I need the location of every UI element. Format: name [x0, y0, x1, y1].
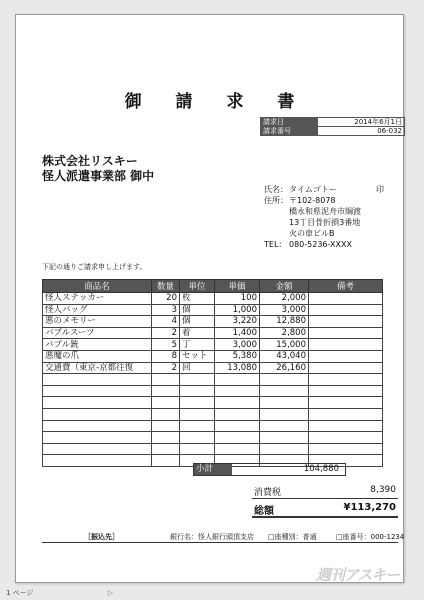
table-row — [43, 339, 383, 351]
item-qty — [152, 455, 180, 467]
item-qty — [152, 432, 180, 444]
item-unit — [180, 443, 215, 455]
table-row — [43, 397, 383, 409]
item-price — [215, 443, 260, 455]
bank-account-type: □座種別：普通 — [268, 533, 317, 541]
item-amount: 2,800 — [260, 327, 309, 339]
item-qty: 20 — [152, 293, 180, 305]
item-amount: 2,000 — [260, 293, 309, 305]
item-qty: 2 — [152, 327, 180, 339]
tax-row — [252, 485, 398, 499]
col-header-price: 単価 — [215, 280, 260, 293]
invoice-note: 下記の通りご請求申し上げます。 — [42, 263, 147, 271]
item-qty: 4 — [152, 316, 180, 328]
item-remarks — [309, 397, 383, 409]
item-remarks — [309, 339, 383, 351]
items-header-row — [43, 280, 383, 293]
item-qty — [152, 443, 180, 455]
item-unit: 丁 — [180, 339, 215, 351]
invoice-meta-table — [260, 117, 405, 136]
item-qty: 8 — [152, 350, 180, 362]
item-remarks — [309, 420, 383, 432]
item-name — [43, 374, 152, 386]
table-row — [43, 443, 383, 455]
meta-row-date — [261, 118, 405, 127]
col-header-amount: 金額 — [260, 280, 309, 293]
total-value: ¥113,270 — [343, 502, 396, 513]
issuer-address-line: 13丁目骨折損3番地 — [289, 218, 361, 227]
item-unit — [180, 432, 215, 444]
item-qty: 2 — [152, 362, 180, 374]
seal-mark: 印 — [376, 185, 384, 194]
item-remarks — [309, 304, 383, 316]
item-price — [215, 420, 260, 432]
issuer-name-label: 氏名： — [264, 185, 288, 194]
item-qty: 3 — [152, 304, 180, 316]
item-name — [43, 455, 152, 467]
meta-label: 請求日 — [261, 118, 318, 127]
item-name: バブル銃 — [43, 339, 152, 351]
item-price — [215, 374, 260, 386]
item-remarks — [309, 374, 383, 386]
page-indicator — [6, 588, 113, 598]
item-unit: セット — [180, 350, 215, 362]
item-name — [43, 420, 152, 432]
item-price: 3,220 — [215, 316, 260, 328]
table-row — [43, 293, 383, 305]
item-price — [215, 397, 260, 409]
issuer-address-line: 火の車ビルB — [289, 229, 335, 238]
item-qty — [152, 420, 180, 432]
issuer-address-label: 住所： — [264, 196, 288, 205]
item-amount: 43,040 — [260, 350, 309, 362]
meta-label: 請求番号 — [261, 127, 318, 136]
watermark-logo: 週刊アスキー — [316, 566, 400, 584]
issuer-name: タイムゴトー — [289, 185, 337, 194]
table-row — [43, 327, 383, 339]
col-header-qty: 数量 — [152, 280, 180, 293]
customer-dept: 怪人派遣事業部 御中 — [42, 169, 155, 183]
meta-row-number — [261, 127, 405, 136]
item-price — [215, 385, 260, 397]
bank-header: ［振込先］ — [84, 533, 119, 541]
item-qty — [152, 385, 180, 397]
col-header-item: 商品名 — [43, 280, 152, 293]
subtotal-label: 小計 — [194, 464, 232, 475]
item-amount — [260, 397, 309, 409]
issuer-tel-label: TEL： — [264, 240, 287, 249]
tax-value: 8,390 — [370, 485, 396, 495]
total-row — [252, 502, 398, 518]
item-price: 1,000 — [215, 304, 260, 316]
item-name — [43, 385, 152, 397]
table-row — [43, 420, 383, 432]
item-price: 3,000 — [215, 339, 260, 351]
item-amount: 26,160 — [260, 362, 309, 374]
item-name: 怪人バッグ — [43, 304, 152, 316]
item-remarks — [309, 408, 383, 420]
item-amount — [260, 443, 309, 455]
col-header-remarks: 備考 — [309, 280, 383, 293]
item-remarks — [309, 316, 383, 328]
subtotal-box — [193, 463, 346, 476]
table-row — [43, 350, 383, 362]
issuer-address-line: 橋永和県泥舟市綱渡 — [289, 207, 361, 216]
item-remarks — [309, 350, 383, 362]
item-amount — [260, 420, 309, 432]
item-price — [215, 408, 260, 420]
meta-value: 06-032 — [318, 127, 405, 136]
issuer-address-line: 〒102-8078 — [289, 196, 336, 205]
item-amount: 12,880 — [260, 316, 309, 328]
item-unit: 個 — [180, 304, 215, 316]
item-unit — [180, 408, 215, 420]
item-name: 怪人ステッカー — [43, 293, 152, 305]
invoice-title: 御 請 求 書 — [124, 92, 309, 112]
issuer-tel: 080-5236-XXXX — [289, 240, 352, 249]
col-header-unit: 単位 — [180, 280, 215, 293]
item-unit — [180, 397, 215, 409]
item-remarks — [309, 432, 383, 444]
item-amount: 3,000 — [260, 304, 309, 316]
next-page-icon[interactable]: ▷ — [107, 589, 114, 597]
total-label: 総額 — [254, 506, 274, 517]
item-name — [43, 432, 152, 444]
item-price — [215, 432, 260, 444]
subtotal-value: 104,880 — [303, 464, 339, 474]
item-price: 100 — [215, 293, 260, 305]
table-row — [43, 362, 383, 374]
meta-value: 2014年6月1日 — [318, 118, 405, 127]
item-remarks — [309, 443, 383, 455]
table-row — [43, 385, 383, 397]
item-remarks — [309, 293, 383, 305]
item-name — [43, 443, 152, 455]
item-name: バブルスーツ — [43, 327, 152, 339]
item-name: 悪のメモリー — [43, 316, 152, 328]
items-table — [42, 279, 383, 467]
item-unit: 着 — [180, 327, 215, 339]
item-unit — [180, 374, 215, 386]
table-row — [43, 316, 383, 328]
item-price: 1,400 — [215, 327, 260, 339]
item-amount: 15,000 — [260, 339, 309, 351]
table-row — [43, 432, 383, 444]
bank-account-no: □座番号：000-1234 — [336, 533, 405, 541]
item-name: 悪魔の爪 — [43, 350, 152, 362]
page-number: 1 ページ — [6, 589, 34, 597]
item-unit — [180, 385, 215, 397]
item-unit: 回 — [180, 362, 215, 374]
table-row — [43, 408, 383, 420]
item-remarks — [309, 327, 383, 339]
item-unit: 枚 — [180, 293, 215, 305]
item-remarks — [309, 385, 383, 397]
item-qty: 5 — [152, 339, 180, 351]
bank-name: 銀行名：怪人銀行頭頂支店 — [170, 533, 254, 541]
item-qty — [152, 408, 180, 420]
customer-company: 株式会社リスキー — [42, 154, 138, 168]
item-price: 5,380 — [215, 350, 260, 362]
item-name: 交通費（東京-京都往復 — [43, 362, 152, 374]
item-name — [43, 397, 152, 409]
item-price: 13,080 — [215, 362, 260, 374]
item-unit: 個 — [180, 316, 215, 328]
item-amount — [260, 385, 309, 397]
item-qty — [152, 397, 180, 409]
invoice-page — [15, 14, 404, 583]
item-unit — [180, 420, 215, 432]
item-amount — [260, 374, 309, 386]
item-qty — [152, 374, 180, 386]
table-row — [43, 374, 383, 386]
item-amount — [260, 432, 309, 444]
item-name — [43, 408, 152, 420]
tax-label: 消費税 — [254, 488, 282, 498]
item-remarks — [309, 362, 383, 374]
table-row — [43, 304, 383, 316]
items-body — [43, 293, 383, 467]
bank-divider — [42, 542, 398, 543]
item-amount — [260, 408, 309, 420]
